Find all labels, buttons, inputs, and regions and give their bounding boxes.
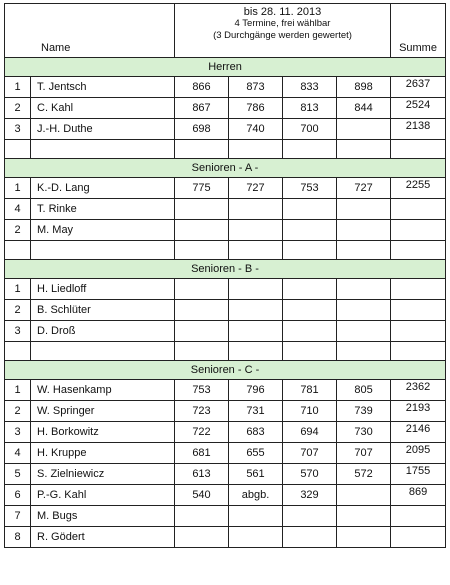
sum-value: 2146 [405,423,431,435]
empty-cell [175,342,229,361]
rules-text-1: 4 Termine, frei wählbar [234,18,331,29]
score-cell: 740 [229,119,283,140]
sum-value: 1755 [405,465,431,477]
score-cell: 694 [283,422,337,443]
score-cell [337,279,391,300]
empty-cell [31,241,175,260]
rank-cell: 4 [5,443,31,464]
sum-cell [391,178,446,199]
rank-cell: 1 [5,178,31,199]
score-cell [283,321,337,342]
score-cell [283,527,337,548]
score-cell: 866 [175,77,229,98]
name-cell: P.-G. Kahl [31,485,175,506]
score-cell: 731 [229,401,283,422]
score-cell [175,220,229,241]
section-header-row [5,361,446,380]
sum-column-header: Summe [391,4,446,58]
table-row [5,220,446,241]
sum-cell [391,220,446,241]
empty-cell [337,140,391,159]
section-header-row [5,260,446,279]
score-cell [337,527,391,548]
score-cell: 813 [283,98,337,119]
rank-cell: 3 [5,321,31,342]
score-cell [283,199,337,220]
table-row [5,506,446,527]
table-row [5,77,446,98]
score-cell [337,485,391,506]
score-cell [229,300,283,321]
rank-cell: 5 [5,464,31,485]
name-cell: H. Borkowitz [31,422,175,443]
score-cell: 561 [229,464,283,485]
table-row [5,279,446,300]
empty-cell [31,140,175,159]
score-cell: 873 [229,77,283,98]
name-column-header: Name [5,4,175,58]
rank-cell: 1 [5,77,31,98]
score-cell [229,220,283,241]
score-cell [229,279,283,300]
score-cell [337,199,391,220]
empty-cell [283,342,337,361]
empty-cell [391,241,446,260]
score-cell [175,300,229,321]
section-title: Senioren - B - [5,260,446,279]
sum-value: 2637 [405,78,431,90]
name-cell: R. Gödert [31,527,175,548]
sum-value: 2095 [405,444,431,456]
empty-cell [337,241,391,260]
score-cell: 833 [283,77,337,98]
deadline-text: bis 28. 11. 2013 [243,6,322,18]
score-cell [283,300,337,321]
name-cell: B. Schlüter [31,300,175,321]
score-cell [229,506,283,527]
sum-cell [391,199,446,220]
name-cell: S. Zielniewicz [31,464,175,485]
table-row [5,443,446,464]
section-title: Herren [5,58,446,77]
table-row [5,527,446,548]
sum-value: 2138 [405,120,431,132]
name-cell: M. Bugs [31,506,175,527]
sum-value: 869 [408,486,428,498]
empty-cell [5,342,31,361]
sum-value: 2255 [405,179,431,191]
rounds-column-header [175,4,391,58]
score-cell: 613 [175,464,229,485]
name-cell: J.-H. Duthe [31,119,175,140]
table-row [5,464,446,485]
table-row [5,485,446,506]
score-cell [175,506,229,527]
score-cell: 698 [175,119,229,140]
score-cell [283,506,337,527]
rank-cell: 1 [5,279,31,300]
score-cell [337,119,391,140]
sum-cell [391,422,446,443]
score-cell: 727 [337,178,391,199]
empty-cell [391,342,446,361]
sum-cell [391,321,446,342]
score-cell: 730 [337,422,391,443]
sum-cell [391,77,446,98]
empty-cell [31,342,175,361]
score-cell: 805 [337,380,391,401]
empty-cell [175,241,229,260]
rank-cell: 8 [5,527,31,548]
sum-cell [391,506,446,527]
empty-cell [229,342,283,361]
table-row [5,401,446,422]
score-cell [175,279,229,300]
empty-cell [229,241,283,260]
blank-row [5,342,446,361]
section-title: Senioren - A - [5,159,446,178]
score-cell: 775 [175,178,229,199]
empty-cell [5,241,31,260]
table-row [5,380,446,401]
score-cell [283,279,337,300]
score-cell: 753 [175,380,229,401]
score-cell: 786 [229,98,283,119]
table-row [5,98,446,119]
score-cell: 707 [337,443,391,464]
sum-cell [391,443,446,464]
sum-cell [391,527,446,548]
empty-cell [283,241,337,260]
score-cell: 727 [229,178,283,199]
rank-cell: 4 [5,199,31,220]
table-row [5,321,446,342]
sum-value: 2193 [405,402,431,414]
score-cell [229,321,283,342]
score-cell: 329 [283,485,337,506]
score-cell: 570 [283,464,337,485]
sum-cell [391,98,446,119]
name-cell: H. Kruppe [31,443,175,464]
score-cell [337,506,391,527]
section-header-row [5,159,446,178]
name-cell: M. May [31,220,175,241]
name-cell: C. Kahl [31,98,175,119]
blank-row [5,241,446,260]
section-header-row [5,58,446,77]
score-cell [283,220,337,241]
rank-cell: 2 [5,220,31,241]
score-cell: 867 [175,98,229,119]
name-cell: W. Springer [31,401,175,422]
rank-cell: 2 [5,401,31,422]
score-cell: 710 [283,401,337,422]
sum-cell [391,279,446,300]
name-cell: W. Hasenkamp [31,380,175,401]
empty-cell [175,140,229,159]
empty-cell [5,140,31,159]
rank-cell: 2 [5,98,31,119]
score-cell: 707 [283,443,337,464]
sum-cell [391,300,446,321]
blank-row [5,140,446,159]
table-row [5,178,446,199]
score-cell: 722 [175,422,229,443]
score-cell: 683 [229,422,283,443]
score-cell [337,220,391,241]
score-cell [175,527,229,548]
score-cell [337,300,391,321]
score-cell: 723 [175,401,229,422]
sum-cell [391,401,446,422]
score-cell: 781 [283,380,337,401]
score-cell [175,199,229,220]
sum-cell [391,485,446,506]
score-cell: 572 [337,464,391,485]
score-cell: 655 [229,443,283,464]
name-cell: D. Droß [31,321,175,342]
score-cell: 898 [337,77,391,98]
empty-cell [283,140,337,159]
rank-cell: 2 [5,300,31,321]
rank-cell: 1 [5,380,31,401]
name-cell: T. Jentsch [31,77,175,98]
table-row [5,300,446,321]
score-cell: 540 [175,485,229,506]
score-cell [229,527,283,548]
rank-cell: 7 [5,506,31,527]
sum-cell [391,119,446,140]
table-row [5,422,446,443]
table-header-row [5,4,446,58]
table-row [5,119,446,140]
table-row [5,199,446,220]
rank-cell: 3 [5,119,31,140]
name-cell: H. Liedloff [31,279,175,300]
name-cell: K.-D. Lang [31,178,175,199]
sum-cell [391,464,446,485]
score-cell [337,321,391,342]
score-cell: 700 [283,119,337,140]
sum-cell [391,380,446,401]
score-cell: 739 [337,401,391,422]
rank-cell: 6 [5,485,31,506]
sum-value: 2524 [405,99,431,111]
rules-text-2: (3 Durchgänge werden gewertet) [213,30,352,41]
score-cell: 796 [229,380,283,401]
score-cell [229,199,283,220]
score-cell: abgb. [229,485,283,506]
name-cell: T. Rinke [31,199,175,220]
score-cell: 753 [283,178,337,199]
empty-cell [391,140,446,159]
empty-cell [229,140,283,159]
score-cell: 844 [337,98,391,119]
empty-cell [337,342,391,361]
rank-cell: 3 [5,422,31,443]
sum-value: 2362 [405,381,431,393]
section-title: Senioren - C - [5,361,446,380]
score-cell [175,321,229,342]
results-table [4,3,446,548]
score-cell: 681 [175,443,229,464]
results-sheet [4,3,445,548]
